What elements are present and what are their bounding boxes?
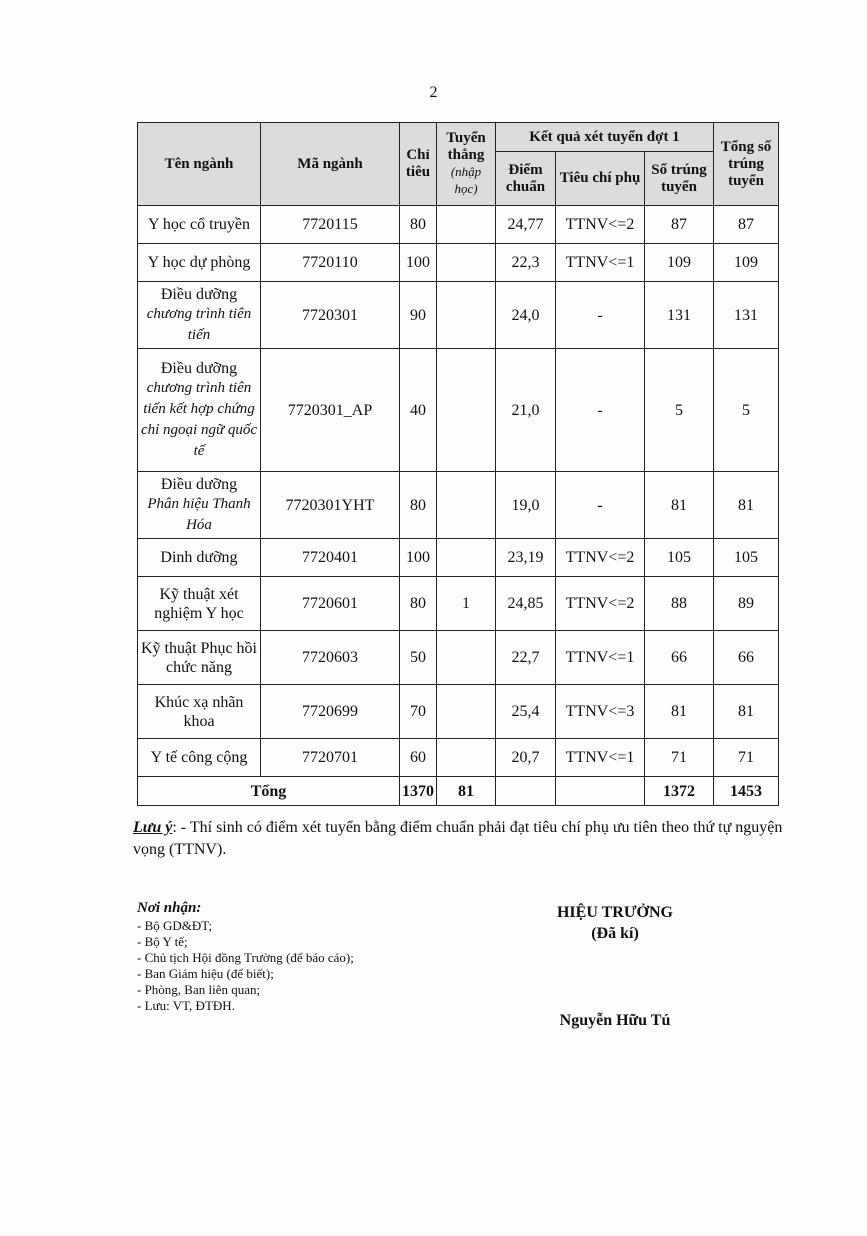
cell-code: 7720701 [261, 739, 400, 777]
cell-total: 71 [714, 739, 779, 777]
table-row [138, 349, 779, 472]
cell-cutoff: 21,0 [496, 349, 556, 472]
program-name: Y học dự phòng [147, 254, 251, 271]
total-label: Tổng [138, 777, 400, 806]
cell-name [138, 539, 261, 577]
cell-direct [437, 349, 496, 472]
table-body [138, 206, 779, 806]
cell-code: 7720699 [261, 685, 400, 739]
program-name: Y học cổ truyền [147, 216, 251, 233]
header-direct-note: (nhập học) [450, 164, 482, 196]
cell-criteria: TTNV<=2 [556, 539, 645, 577]
cell-cutoff: 24,77 [496, 206, 556, 244]
cell-criteria: - [556, 472, 645, 539]
cell-direct [437, 739, 496, 777]
cell-criteria: TTNV<=1 [556, 244, 645, 282]
program-name: Kỹ thuật Phục hồi chức năng [141, 639, 257, 676]
table-row [138, 739, 779, 777]
note [133, 817, 793, 861]
table-row [138, 631, 779, 685]
table-row [138, 685, 779, 739]
cell-code: 7720110 [261, 244, 400, 282]
cell-admitted: 131 [645, 282, 714, 349]
program-name: Kỹ thuật xét nghiệm Y học [154, 585, 244, 622]
cell-quota: 60 [400, 739, 437, 777]
cell-name [138, 739, 261, 777]
cell-direct [437, 539, 496, 577]
total-criteria [556, 777, 645, 806]
cell-cutoff: 24,85 [496, 577, 556, 631]
program-note: chương trình tiên tiến [146, 305, 252, 343]
program-name: Điều dưỡng [160, 285, 238, 303]
cell-cutoff: 23,19 [496, 539, 556, 577]
header-quota: Chỉ tiêu [400, 123, 437, 206]
total-direct: 81 [437, 777, 496, 806]
cell-code: 7720601 [261, 577, 400, 631]
cell-name [138, 206, 261, 244]
header-criteria: Tiêu chí phụ [556, 152, 645, 206]
table-row [138, 472, 779, 539]
cell-name [138, 577, 261, 631]
header-code: Mã ngành [261, 123, 400, 206]
signature-block [500, 902, 730, 1031]
header-cutoff: Điểm chuẩn [496, 152, 556, 206]
table-row [138, 539, 779, 577]
cell-cutoff: 22,3 [496, 244, 556, 282]
cell-criteria: - [556, 349, 645, 472]
cell-direct [437, 631, 496, 685]
cell-admitted: 71 [645, 739, 714, 777]
cell-criteria: TTNV<=3 [556, 685, 645, 739]
cell-criteria: - [556, 282, 645, 349]
note-label: Lưu ý [133, 819, 173, 836]
cell-criteria: TTNV<=1 [556, 631, 645, 685]
total-cutoff [496, 777, 556, 806]
cell-cutoff: 22,7 [496, 631, 556, 685]
cell-name [138, 631, 261, 685]
program-name: Điều dưỡng [160, 359, 238, 377]
cell-name [138, 349, 261, 472]
cell-quota: 100 [400, 244, 437, 282]
cell-cutoff: 25,4 [496, 685, 556, 739]
header-admitted: Số trúng tuyển [645, 152, 714, 206]
cell-direct [437, 472, 496, 539]
cell-admitted: 5 [645, 349, 714, 472]
program-name: Y tế công cộng [150, 749, 248, 766]
cell-code: 7720115 [261, 206, 400, 244]
cell-criteria: TTNV<=2 [556, 577, 645, 631]
cell-direct [437, 244, 496, 282]
cell-code: 7720301YHT [261, 472, 400, 539]
program-note: chương trình tiên tiến kết hợp chứng chỉ ngoại ngữ quốc tế [140, 379, 258, 459]
table-row [138, 282, 779, 349]
cell-quota: 70 [400, 685, 437, 739]
total-row [138, 777, 779, 806]
program-name: Điều dưỡng [160, 475, 238, 493]
table-row [138, 577, 779, 631]
cell-code: 7720401 [261, 539, 400, 577]
recipient-item: - Phòng, Ban liên quan; [137, 982, 261, 997]
cell-quota: 50 [400, 631, 437, 685]
cell-name [138, 472, 261, 539]
header-total-admitted: Tổng số trúng tuyển [714, 123, 779, 206]
header-round1: Kết quả xét tuyển đợt 1 [496, 123, 714, 152]
cell-admitted: 88 [645, 577, 714, 631]
header-direct [437, 123, 496, 206]
cell-code: 7720301_AP [261, 349, 400, 472]
cell-code: 7720603 [261, 631, 400, 685]
cell-admitted: 105 [645, 539, 714, 577]
cell-quota: 80 [400, 472, 437, 539]
total-quota: 1370 [400, 777, 437, 806]
program-name: Khúc xạ nhãn khoa [154, 693, 244, 730]
program-name: Dinh dưỡng [160, 549, 238, 566]
recipients-title: Nơi nhận: [137, 900, 202, 916]
recipient-item: - Chủ tịch Hội đồng Trường (để báo cáo); [137, 950, 354, 965]
cell-total: 66 [714, 631, 779, 685]
cell-direct [437, 206, 496, 244]
cell-total: 131 [714, 282, 779, 349]
cell-total: 81 [714, 685, 779, 739]
cell-cutoff: 20,7 [496, 739, 556, 777]
cell-quota: 40 [400, 349, 437, 472]
signer-name: Nguyễn Hữu Tú [559, 1012, 671, 1029]
recipient-item: - Ban Giám hiệu (để biết); [137, 966, 274, 981]
note-text: : - Thí sinh có điểm xét tuyển bằng điểm chuẩn phải đạt tiêu chí phụ ưu tiên theo thứ tự nguyện vọng (TTNV). [133, 819, 783, 858]
page-number: 2 [429, 84, 438, 101]
table-row [138, 206, 779, 244]
table-row [138, 244, 779, 282]
cell-criteria: TTNV<=2 [556, 206, 645, 244]
header-name: Tên ngành [138, 123, 261, 206]
program-note: Phân hiệu Thanh Hóa [147, 495, 251, 533]
signature-status: (Đã kí) [591, 925, 639, 942]
cell-total: 81 [714, 472, 779, 539]
cell-criteria: TTNV<=1 [556, 739, 645, 777]
recipient-item: - Lưu: VT, ĐTĐH. [137, 998, 235, 1013]
cell-total: 5 [714, 349, 779, 472]
signature-title: HIỆU TRƯỞNG [556, 904, 673, 921]
cell-quota: 100 [400, 539, 437, 577]
cell-total: 109 [714, 244, 779, 282]
cell-direct [437, 685, 496, 739]
cell-direct: 1 [437, 577, 496, 631]
cell-name [138, 244, 261, 282]
cell-cutoff: 19,0 [496, 472, 556, 539]
recipients [137, 900, 457, 1014]
cell-admitted: 81 [645, 472, 714, 539]
recipient-item: - Bộ Y tế; [137, 934, 188, 949]
cell-quota: 80 [400, 577, 437, 631]
cell-admitted: 109 [645, 244, 714, 282]
cell-quota: 90 [400, 282, 437, 349]
total-total: 1453 [714, 777, 779, 806]
cell-direct [437, 282, 496, 349]
cell-admitted: 81 [645, 685, 714, 739]
cell-name [138, 282, 261, 349]
cell-total: 105 [714, 539, 779, 577]
admission-results-table [137, 122, 779, 806]
cell-cutoff: 24,0 [496, 282, 556, 349]
cell-code: 7720301 [261, 282, 400, 349]
cell-total: 89 [714, 577, 779, 631]
cell-name [138, 685, 261, 739]
recipient-item: - Bộ GD&ĐT; [137, 918, 213, 933]
cell-total: 87 [714, 206, 779, 244]
cell-admitted: 87 [645, 206, 714, 244]
cell-admitted: 66 [645, 631, 714, 685]
header-direct-label: Tuyển thẳng [446, 130, 486, 163]
cell-quota: 80 [400, 206, 437, 244]
total-admitted: 1372 [645, 777, 714, 806]
